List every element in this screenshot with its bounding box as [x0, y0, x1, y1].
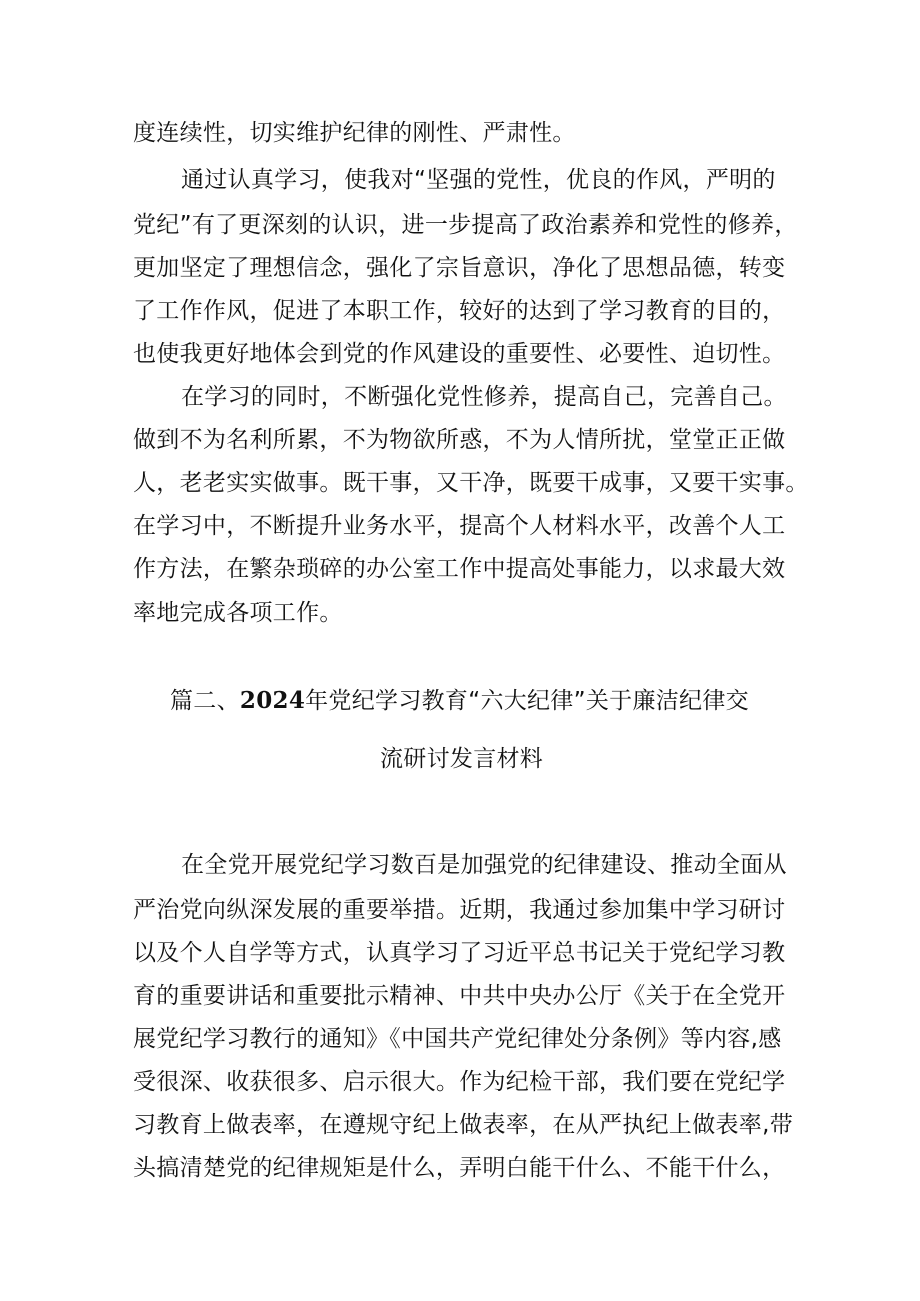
paragraph-line: 人，老老实实做事。既干事，又干净，既要干成事，又要干实事。 — [133, 470, 809, 496]
paragraph-line: 也使我更好地体会到党的作风建设的重要性、必要性、迫切性。 — [133, 341, 786, 367]
section-title-line-1 — [170, 685, 749, 717]
paragraph-line: 育的重要讲话和重要批示精神、中共中央办公厅《关于在全党开 — [133, 983, 786, 1009]
paragraph-line: 严治党向纵深发展的重要举措。近期，我通过参加集中学习研讨 — [133, 897, 786, 923]
paragraph-line: 展党纪学习教行的通知》《中国共产党纪律处分条例》等内容,感 — [133, 1026, 782, 1052]
paragraph-line: 以及个人自学等方式，认真学习了习近平总书记关于党纪学习教 — [133, 940, 786, 966]
paragraph-line: 党纪”有了更深刻的认识，进一步提高了政治素养和党性的修养， — [133, 212, 798, 238]
paragraph-line: 在学习的同时，不断强化党性修养，提高自己，完善自己。 — [181, 384, 787, 410]
paragraph-line: 通过认真学习，使我对“坚强的党性，优良的作风，严明的 — [181, 167, 776, 193]
paragraph-line: 习教育上做表率，在遵规守纪上做表率，在从严执纪上做表率,带 — [133, 1112, 794, 1138]
paragraph-line: 度连续性，切实维护纪律的刚性、严肃性。 — [133, 120, 576, 146]
section-title-year: 2024 — [239, 687, 306, 714]
section-title-line-2: 流研讨发言材料 — [380, 746, 544, 772]
section-title-rest: 年党纪学习教育“六大纪律”关于廉洁纪律交 — [305, 688, 749, 714]
paragraph-line: 在学习中，不断提升业务水平，提高个人材料水平，改善个人工 — [133, 513, 786, 539]
paragraph-line: 率地完成各项工作。 — [133, 600, 343, 626]
paragraph-line: 更加坚定了理想信念，强化了宗旨意识，净化了思想品德，转变 — [133, 255, 786, 281]
paragraph-line: 做到不为名利所累，不为物欲所惑，不为人情所扰，堂堂正正做 — [133, 427, 786, 453]
paragraph-line: 作方法，在繁杂琐碎的办公室工作中提高处事能力，以求最大效 — [133, 556, 786, 582]
paragraph-line: 了工作作风，促进了本职工作，较好的达到了学习教育的目的， — [133, 298, 786, 324]
paragraph-line: 头搞清楚党的纪律规矩是什么，弄明白能干什么、不能干什么， — [133, 1155, 786, 1181]
paragraph-line: 受很深、收获很多、启示很大。作为纪检干部，我们要在党纪学 — [133, 1069, 786, 1095]
paragraph-line: 在全党开展党纪学习数百是加强党的纪律建设、推动全面从 — [181, 852, 787, 878]
section-title-prefix: 篇二、 — [170, 688, 240, 714]
